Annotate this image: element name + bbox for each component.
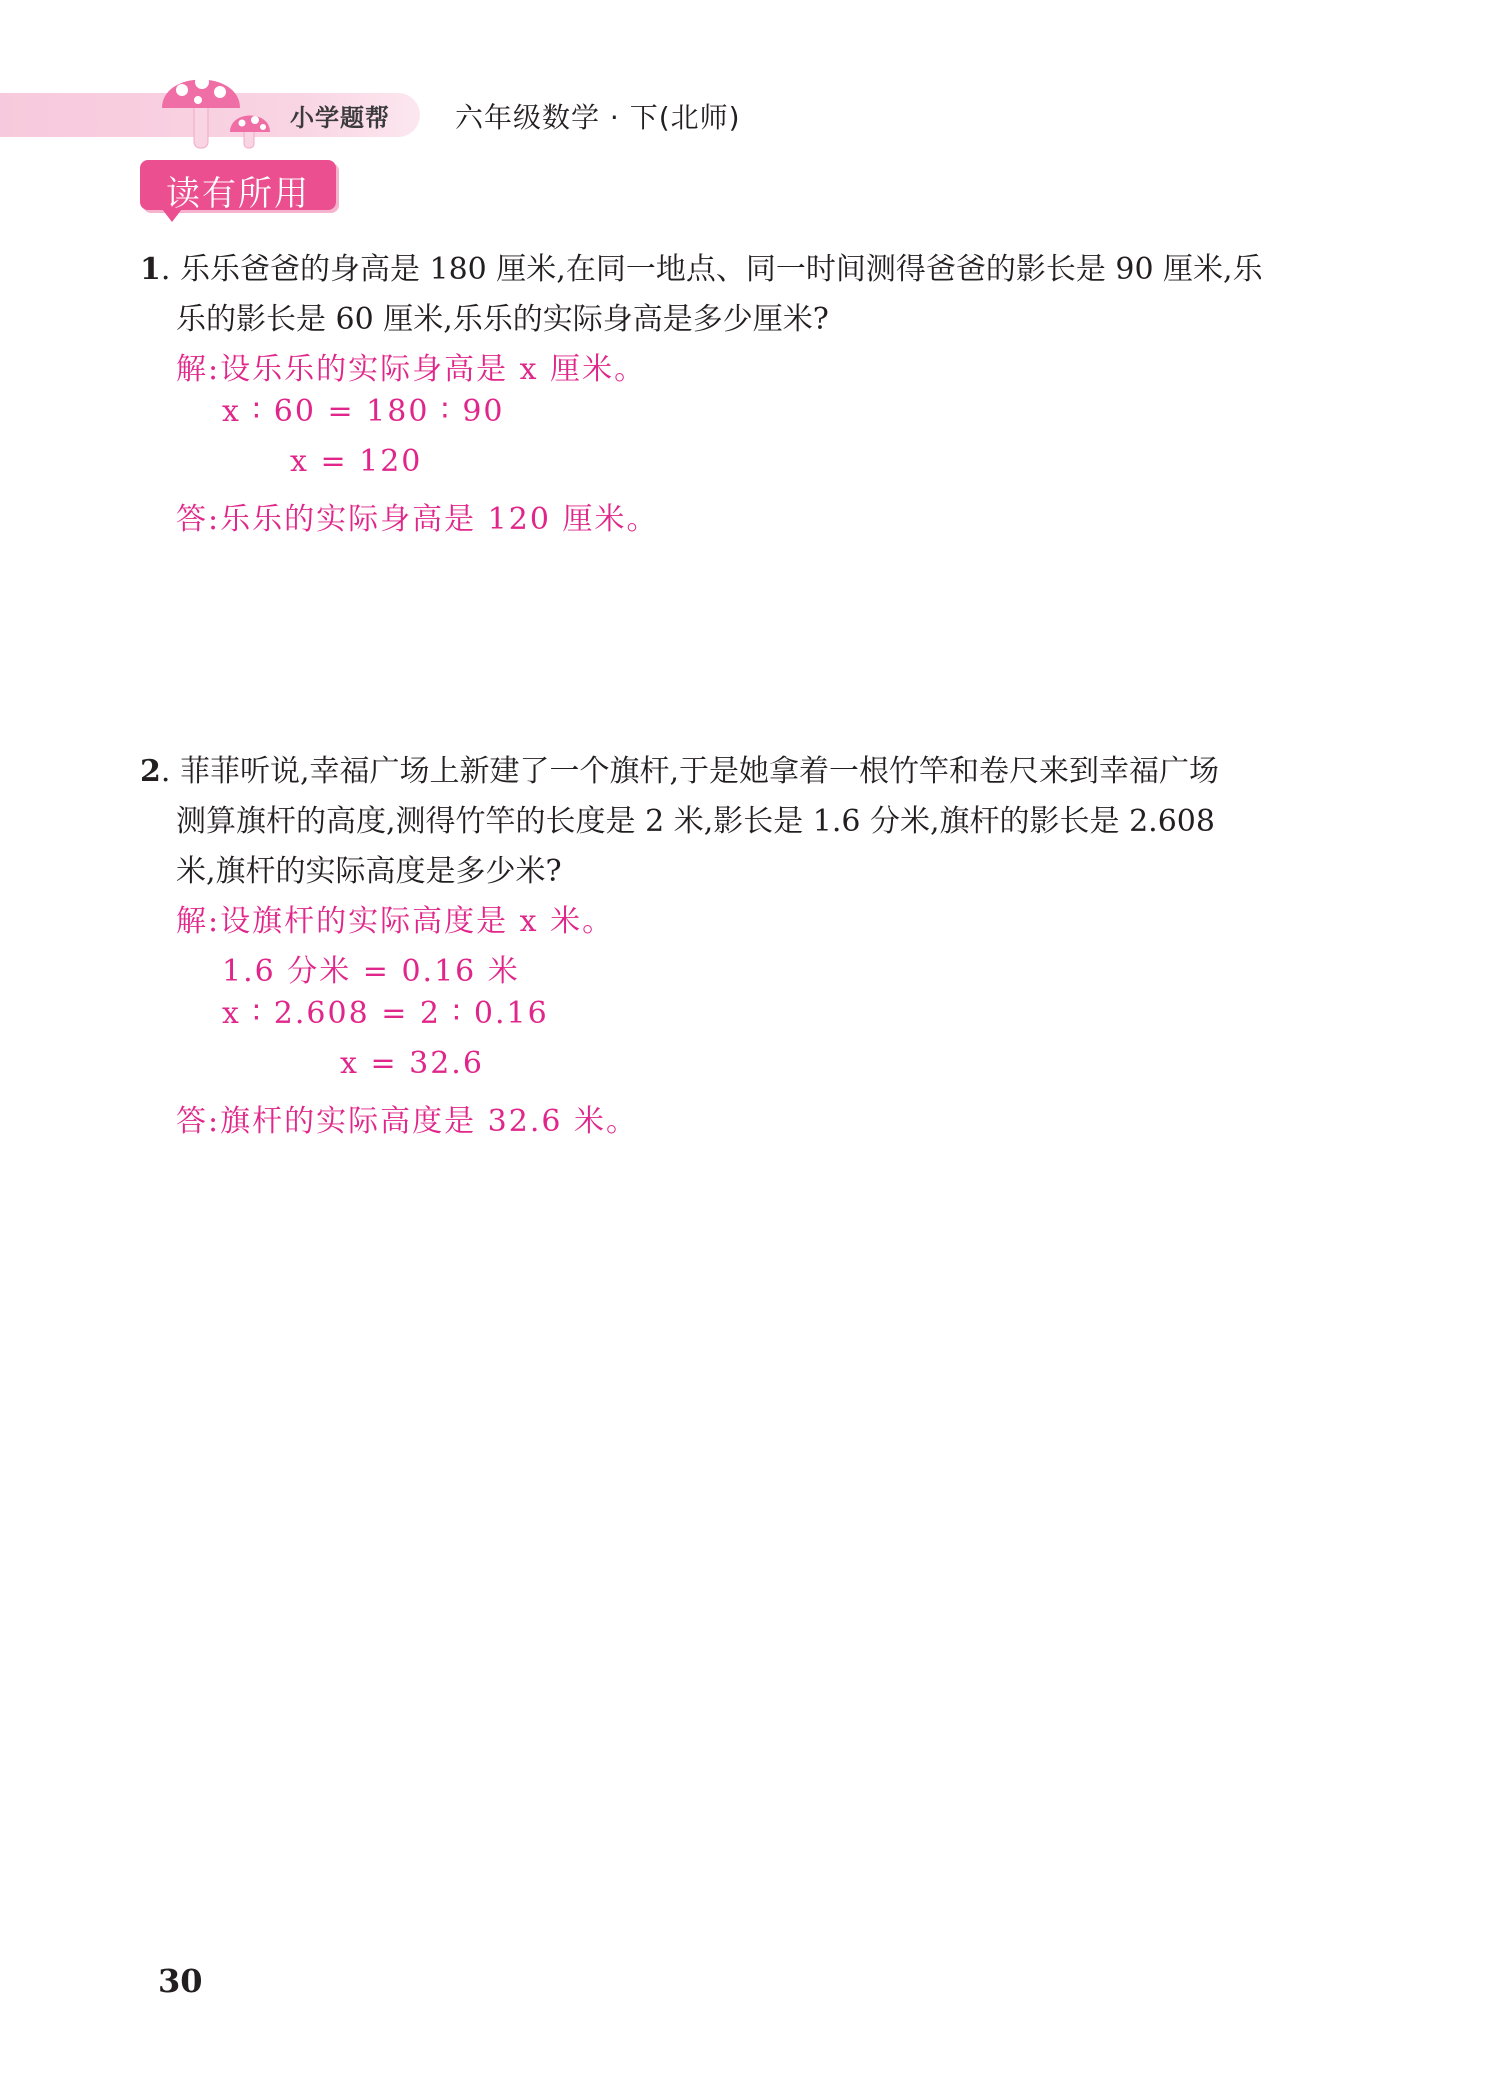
mushroom-icon	[158, 52, 288, 152]
answer-2-line-2: 1.6 分米 = 0.16 米	[222, 954, 520, 989]
answer-1-line-3: x = 120	[290, 444, 423, 479]
section-tag-label: 读有所用	[166, 174, 310, 214]
question-1-line-2: 乐的影长是 60 厘米,乐乐的实际身高是多少厘米?	[176, 302, 829, 337]
question-2-number: 2	[140, 754, 161, 789]
question-1-line-1	[140, 244, 1263, 288]
answer-1-line-2: x ∶ 60 = 180 ∶ 90	[222, 394, 505, 429]
answer-1-line-1: 解:设乐乐的实际身高是 x 厘米。	[176, 352, 647, 387]
answer-2-line-3: x ∶ 2.608 = 2 ∶ 0.16	[222, 996, 549, 1031]
question-1-text-1: . 乐乐爸爸的身高是 180 厘米,在同一地点、同一时间测得爸爸的影长是 90 厘米,乐	[160, 252, 1263, 287]
brand-label: 小学题帮	[290, 104, 390, 132]
answer-2-line-1: 解:设旗杆的实际高度是 x 米。	[176, 904, 615, 939]
book-title: 六年级数学 · 下(北师)	[455, 101, 741, 134]
page-number: 30	[158, 1962, 203, 2000]
question-2-line-2: 测算旗杆的高度,测得竹竿的长度是 2 米,影长是 1.6 分米,旗杆的影长是 2.608	[176, 804, 1215, 839]
answer-1-line-4: 答:乐乐的实际身高是 120 厘米。	[176, 502, 659, 537]
question-2-line-3: 米,旗杆的实际高度是多少米?	[176, 854, 562, 889]
question-2-text-1: . 菲菲听说,幸福广场上新建了一个旗杆,于是她拿着一根竹竿和卷尺来到幸福广场	[160, 754, 1220, 789]
question-1-number: 1	[140, 252, 161, 287]
question-2-line-1	[140, 746, 1219, 790]
section-tag	[140, 160, 336, 214]
answer-2-line-4: x = 32.6	[340, 1046, 484, 1081]
answer-2-line-5: 答:旗杆的实际高度是 32.6 米。	[176, 1104, 638, 1139]
